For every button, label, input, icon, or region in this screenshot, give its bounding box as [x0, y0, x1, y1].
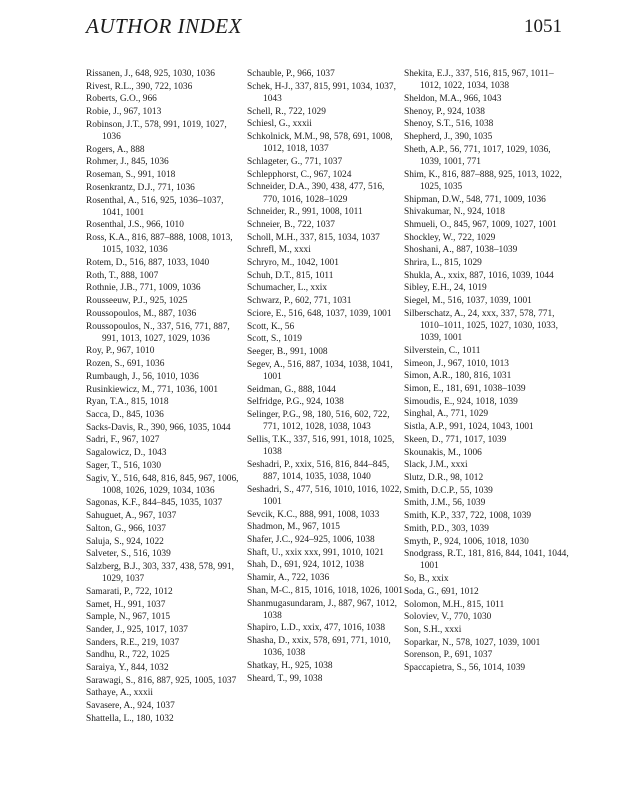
index-entry: Skounakis, M., 1006 — [404, 447, 482, 458]
index-entry: Simon, E., 181, 691, 1038–1039 — [404, 384, 526, 395]
index-entry: Sathaye, A., xxxii — [86, 688, 153, 699]
index-entry: Samet, H., 991, 1037 — [86, 599, 166, 610]
index-entry: Sagiv, Y., 516, 648, 816, 845, 967, 1006, 1008, 1026, 1029, 1034, 1036 — [86, 473, 239, 496]
index-entry: Slack, J.M., xxxi — [404, 460, 468, 471]
index-entry: Saraiya, Y., 844, 1032 — [86, 663, 169, 674]
index-entry: Sander, J., 925, 1017, 1037 — [86, 624, 188, 635]
index-entry: Shasha, D., xxix, 578, 691, 771, 1010, 1036, 1038 — [247, 636, 391, 659]
index-entry: Shukla, A., xxix, 887, 1016, 1039, 1044 — [404, 270, 554, 281]
index-entry: Roy, P., 967, 1010 — [86, 346, 155, 357]
index-entry: Skeen, D., 771, 1017, 1039 — [404, 434, 507, 445]
index-entry: Shapiro, L.D., xxix, 477, 1016, 1038 — [247, 623, 386, 634]
index-entry: Sanders, R.E., 219, 1037 — [86, 637, 180, 648]
index-entry: Shamir, A., 722, 1036 — [247, 573, 330, 584]
index-entry: Shah, D., 691, 924, 1012, 1038 — [247, 560, 364, 571]
index-entry: Sorenson, P., 691, 1037 — [404, 650, 493, 661]
index-entry: Sevcik, K.C., 888, 991, 1008, 1033 — [247, 509, 380, 520]
index-entry: Rogers, A., 888 — [86, 144, 145, 155]
index-entry: Sandhu, R., 722, 1025 — [86, 650, 170, 661]
index-entry: Sheldon, M.A., 966, 1043 — [404, 93, 502, 104]
index-entry: Schlepphorst, C., 967, 1024 — [247, 169, 352, 180]
index-entry: Sagonas, K.F., 844–845, 1035, 1037 — [86, 498, 223, 509]
index-entry: Smith, K.P., 337, 722, 1008, 1039 — [404, 511, 532, 522]
index-entry: Saluja, S., 924, 1022 — [86, 536, 164, 547]
index-entry: Savasere, A., 924, 1037 — [86, 701, 175, 712]
index-column-3 — [404, 68, 570, 675]
index-entry: Sagalowicz, D., 1043 — [86, 448, 167, 459]
index-entry: Rozen, S., 691, 1036 — [86, 359, 165, 370]
index-entry: Shenoy, S.T., 516, 1038 — [404, 119, 494, 130]
index-entry: Rosenkrantz, D.J., 771, 1036 — [86, 182, 195, 193]
index-entry: Smyth, P., 924, 1006, 1018, 1030 — [404, 536, 529, 547]
index-entry: Roussopoulos, N., 337, 516, 771, 887, 991, 1013, 1027, 1029, 1036 — [86, 321, 230, 344]
index-entry: Simeon, J., 967, 1010, 1013 — [404, 358, 509, 369]
index-entry: Soloviev, V., 770, 1030 — [404, 612, 492, 623]
index-entry: Singhal, A., 771, 1029 — [404, 409, 489, 420]
index-entry: Sheth, A.P., 56, 771, 1017, 1029, 1036, 1039, 1001, 771 — [404, 144, 551, 167]
index-entry: Shekita, E.J., 337, 516, 815, 967, 1011–1012, 1022, 1034, 1038 — [404, 69, 554, 92]
index-entry: Shivakumar, N., 924, 1018 — [404, 207, 505, 218]
index-entry: Solomon, M.H., 815, 1011 — [404, 599, 505, 610]
index-entry: Shan, M-C., 815, 1016, 1018, 1026, 1001 — [247, 585, 403, 596]
index-entry: Schkolnick, M.M., 98, 578, 691, 1008, 1012, 1018, 1037 — [247, 132, 393, 155]
index-entry: Schneier, B., 722, 1037 — [247, 219, 335, 230]
index-entry: Schumacher, L., xxix — [247, 283, 328, 294]
index-entry: Schryro, M., 1042, 1001 — [247, 258, 339, 269]
index-entry: Schrefl, M., xxxi — [247, 245, 311, 256]
index-entry: Shafer, J.C., 924–925, 1006, 1038 — [247, 535, 375, 546]
index-entry: Scott, S., 1019 — [247, 334, 302, 345]
index-entry: Rusinkiewicz, M., 771, 1036, 1001 — [86, 384, 219, 395]
index-entry: Samarati, P., 722, 1012 — [86, 586, 173, 597]
index-column-2 — [247, 68, 403, 685]
index-entry: Smith, D.C.P., 55, 1039 — [404, 485, 493, 496]
index-entry: Selfridge, P.G., 924, 1038 — [247, 397, 344, 408]
index-entry: Sellis, T.K., 337, 516, 991, 1018, 1025, 1038 — [247, 434, 395, 458]
index-entry: Sacks-Davis, R., 390, 966, 1035, 1044 — [86, 422, 231, 433]
index-entry: Rotem, D., 516, 887, 1033, 1040 — [86, 258, 210, 269]
index-entry: Schlageter, G., 771, 1037 — [247, 156, 343, 167]
index-entry: Scott, K., 56 — [247, 321, 295, 332]
index-entry: Selinger, P.G., 98, 180, 516, 602, 722, 771, 1012, 1028, 1038, 1043 — [247, 409, 390, 433]
index-entry: Shrira, L., 815, 1029 — [404, 258, 482, 269]
index-entry: Shatkay, H., 925, 1038 — [247, 661, 333, 672]
index-entry: Rosenthal, A., 516, 925, 1036–1037, 1041, 1001 — [86, 195, 224, 218]
index-entry: Schneider, R., 991, 1008, 1011 — [247, 207, 363, 218]
index-column-1 — [86, 68, 242, 726]
index-entry: Son, S.H., xxxi — [404, 624, 462, 635]
index-entry: Sager, T., 516, 1030 — [86, 460, 162, 471]
index-entry: Schwarz, P., 602, 771, 1031 — [247, 296, 352, 307]
index-entry: Shoshani, A., 887, 1038–1039 — [404, 245, 518, 256]
index-entry: Sacca, D., 845, 1036 — [86, 409, 164, 420]
index-entry: Snodgrass, R.T., 181, 816, 844, 1041, 1044, 1001 — [404, 549, 569, 572]
index-entry: Rohmer, J., 845, 1036 — [86, 157, 169, 168]
index-entry: Shaft, U., xxix xxx, 991, 1010, 1021 — [247, 547, 384, 558]
index-entry: Schiesl, G., xxxii — [247, 119, 312, 130]
index-entry: Siegel, M., 516, 1037, 1039, 1001 — [404, 296, 532, 307]
index-entry: Slutz, D.R., 98, 1012 — [404, 473, 484, 483]
index-entry: Rothnie, J.B., 771, 1009, 1036 — [86, 283, 201, 294]
index-entry: Roseman, S., 991, 1018 — [86, 170, 176, 181]
index-entry: Sibley, E.H., 24, 1019 — [404, 283, 487, 294]
index-entry: Silberschatz, A., 24, xxx, 337, 578, 771, 1010–1011, 1025, 1027, 1030, 1033, 1039, 1001 — [404, 308, 558, 344]
index-entry: Sheard, T., 99, 1038 — [247, 673, 323, 684]
index-entry: Shanmugasundaram, J., 887, 967, 1012, 1038 — [247, 598, 397, 621]
index-entry: Shipman, D.W., 548, 771, 1009, 1036 — [404, 194, 546, 205]
index-entry: Soda, G., 691, 1012 — [404, 586, 479, 597]
index-title: AUTHOR INDEX — [86, 14, 242, 38]
page-number: 1051 — [524, 16, 562, 37]
index-entry: Rissanen, J., 648, 925, 1030, 1036 — [86, 69, 215, 79]
index-entry: Rosenthal, J.S., 966, 1010 — [86, 220, 184, 231]
index-entry: Smith, J.M., 56, 1039 — [404, 498, 486, 509]
index-entry: Scholl, M.H., 337, 815, 1034, 1037 — [247, 232, 380, 243]
index-entry: Shenoy, P., 924, 1038 — [404, 106, 485, 117]
index-entry: Rousseeuw, P.J., 925, 1025 — [86, 296, 188, 307]
index-entry: Simoudis, E., 924, 1018, 1039 — [404, 396, 518, 407]
index-entry: Roussopoulos, M., 887, 1036 — [86, 308, 197, 319]
index-entry: Seidman, G., 888, 1044 — [247, 384, 336, 395]
index-entry: Rumbaugh, J., 56, 1010, 1036 — [86, 371, 199, 382]
index-entry: Smith, P.D., 303, 1039 — [404, 523, 489, 534]
index-entry: Schneider, D.A., 390, 438, 477, 516, 770, 1016, 1028–1029 — [247, 182, 385, 205]
index-entry: Schauble, P., 966, 1037 — [247, 69, 335, 79]
index-entry: Schuh, D.T., 815, 1011 — [247, 270, 334, 281]
index-entry: Robie, J., 967, 1013 — [86, 107, 162, 118]
index-entry: Sahuguet, A., 967, 1037 — [86, 511, 177, 522]
index-entry: Schek, H-J., 337, 815, 991, 1034, 1037, 1043 — [247, 81, 396, 104]
index-entry: Roberts, G.O., 966 — [86, 94, 157, 105]
index-entry: Sample, N., 967, 1015 — [86, 612, 171, 623]
index-entry: Sciore, E., 516, 648, 1037, 1039, 1001 — [247, 308, 392, 319]
index-entry: Salzberg, B.J., 303, 337, 438, 578, 991, 1029, 1037 — [86, 561, 234, 585]
index-entry: Shockley, W., 722, 1029 — [404, 232, 496, 243]
index-entry: Robinson, J.T., 578, 991, 1019, 1027, 1036 — [86, 119, 227, 143]
index-entry: Sistla, A.P., 991, 1024, 1043, 1001 — [404, 422, 534, 433]
index-entry: Ross, K.A., 816, 887–888, 1008, 1013, 1015, 1032, 1036 — [86, 233, 233, 256]
index-entry: Seshadri, P., xxix, 516, 816, 844–845, 887, 1014, 1035, 1038, 1040 — [247, 459, 390, 482]
index-entry: Soparkar, N., 578, 1027, 1039, 1001 — [404, 637, 541, 648]
index-entry: Sadri, F., 967, 1027 — [86, 435, 160, 446]
index-entry: Spaccapietra, S., 56, 1014, 1039 — [404, 663, 526, 674]
index-entry: Rivest, R.L., 390, 722, 1036 — [86, 81, 193, 92]
index-entry: Simon, A.R., 180, 816, 1031 — [404, 371, 512, 382]
index-entry: Shattella, L., 180, 1032 — [86, 713, 174, 724]
index-entry: Segev, A., 516, 887, 1034, 1038, 1041, 1001 — [247, 359, 393, 382]
index-entry: Seeger, B., 991, 1008 — [247, 346, 328, 357]
index-entry: Sarawagi, S., 816, 887, 925, 1005, 1037 — [86, 675, 237, 686]
page-header — [86, 14, 562, 44]
index-entry: Shepherd, J., 390, 1035 — [404, 132, 493, 143]
index-entry: Roth, T., 888, 1007 — [86, 270, 159, 281]
index-entry: So, B., xxix — [404, 574, 449, 585]
index-entry: Salveter, S., 516, 1039 — [86, 549, 171, 560]
index-entry: Shim, K., 816, 887–888, 925, 1013, 1022, 1025, 1035 — [404, 169, 562, 192]
index-entry: Salton, G., 966, 1037 — [86, 523, 166, 534]
index-entry: Shmueli, O., 845, 967, 1009, 1027, 1001 — [404, 219, 557, 230]
index-entry: Ryan, T.A., 815, 1018 — [86, 397, 169, 408]
index-entry: Schell, R., 722, 1029 — [247, 106, 326, 117]
index-entry: Seshadri, S., 477, 516, 1010, 1016, 1022, 1001 — [247, 484, 402, 507]
index-entry: Shadmon, M., 967, 1015 — [247, 522, 340, 533]
index-entry: Silverstein, C., 1011 — [404, 345, 481, 356]
